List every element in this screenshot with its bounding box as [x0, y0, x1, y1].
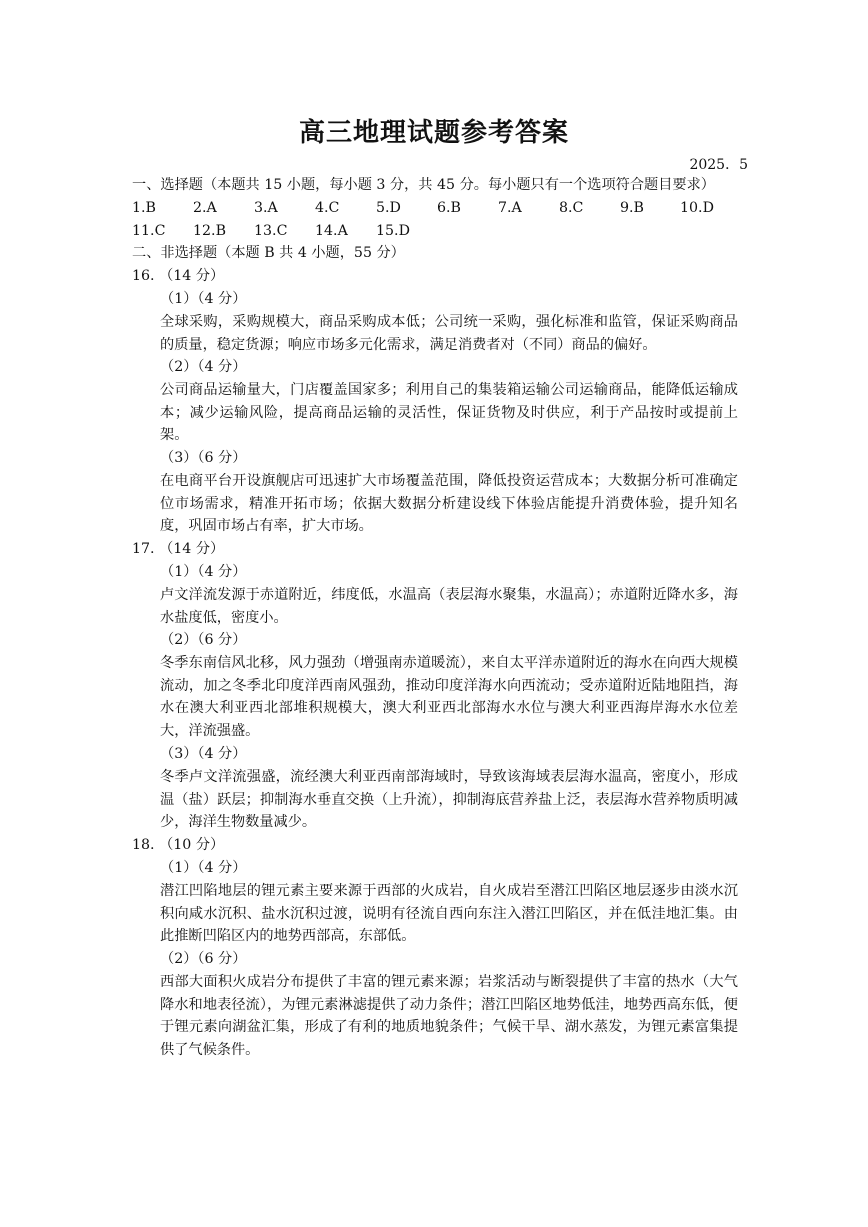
- answer-item: 10.D: [680, 200, 714, 216]
- q16-part3-answer: 在电商平台开设旗舰店可迅速扩大市场覆盖范围，降低投资运营成本；大数据分析可准确定位市场需求，精准开拓市场；依据大数据分析建设线下体验店能提升消费体验，提升知名度，巩固市场占有率，扩大市场。: [160, 473, 738, 535]
- question-16-label: 16. （14 分）: [132, 268, 225, 284]
- q17-part1-answer: 卢文洋流发源于赤道附近，纬度低，水温高（表层海水聚集，水温高）；赤道附近降水多，海水盐度低，密度小。: [160, 587, 738, 626]
- answer-item: 2.A: [193, 200, 217, 216]
- answer-item: 13.C: [254, 223, 288, 239]
- q18-part1-label: （1）（4 分）: [160, 860, 247, 876]
- answer-item: 6.B: [437, 200, 461, 216]
- answer-item: 9.B: [620, 200, 644, 216]
- q17-part3-label: （3）（4 分）: [160, 746, 247, 762]
- q18-part2-answer: 西部大面积火成岩分布提供了丰富的锂元素来源；岩浆活动与断裂提供了丰富的热水（大气降水和地表径流），为锂元素淋滤提供了动力条件；潜江凹陷区地势低洼，地势西高东低，便于锂元素向湖盆汇集，形成了有利的地质地貌条件；气候干旱、湖水蒸发，为锂元素富集提供了气候条件。: [160, 974, 738, 1058]
- q17-part2-label: （2）（6 分）: [160, 632, 247, 648]
- q18-part1-answer: 潜江凹陷地层的锂元素主要来源于西部的火成岩，自火成岩至潜江凹陷区地层逐步由淡水沉积向咸水沉积、盐水沉积过渡，说明有径流自西向东注入潜江凹陷区，并在低洼地汇集。由此推断凹陷区内的地势西部高，东部低。: [160, 883, 738, 945]
- answer-item: 7.A: [498, 200, 522, 216]
- question-18-label: 18. （10 分）: [132, 837, 225, 853]
- q17-part3-answer: 冬季卢文洋流强盛，流经澳大利亚西南部海域时，导致该海域表层海水温高，密度小，形成温（盐）跃层；抑制海水垂直交换（上升流），抑制海底营养盐上泛，表层海水营养物质明减少，海洋生物数量减少。: [160, 769, 738, 831]
- answer-item: 3.A: [254, 200, 278, 216]
- q18-part2-label: （2）（6 分）: [160, 951, 247, 967]
- document-date: 2025．5: [689, 157, 748, 173]
- q17-part2-answer: 冬季东南信风北移，风力强劲（增强南赤道暖流），来自太平洋赤道附近的海水在向西大规模流动，加之冬季北印度洋西南风强劲，推动印度洋海水向西流动；受赤道附近陆地阻挡，海水在澳大利亚西北部堆积规模大，澳大利亚西北部海水水位与澳大利亚西海岸海水水位差大，洋流强盛。: [160, 655, 738, 739]
- q16-part2-answer: 公司商品运输量大，门店覆盖国家多；利用自己的集装箱运输公司运输商品，能降低运输成本；减少运输风险，提高商品运输的灵活性，保证货物及时供应，利于产品按时或提前上架。: [160, 382, 738, 444]
- answer-item: 5.D: [376, 200, 401, 216]
- answer-item: 8.C: [559, 200, 584, 216]
- answer-item: 1.B: [132, 200, 156, 216]
- page-title: 高三地理试题参考答案: [298, 118, 569, 148]
- answer-item: 12.B: [193, 223, 226, 239]
- q16-part2-label: （2）（4 分）: [160, 359, 247, 375]
- answer-item: 14.A: [315, 223, 348, 239]
- answer-item: 15.D: [376, 223, 410, 239]
- answer-item: 4.C: [315, 200, 340, 216]
- q16-part1-label: （1）（4 分）: [160, 291, 247, 307]
- q17-part1-label: （1）（4 分）: [160, 564, 247, 580]
- question-17-label: 17. （14 分）: [132, 541, 225, 557]
- section-2-heading: 二、非选择题（本题 B 共 4 小题，55 分）: [132, 245, 405, 261]
- q16-part1-answer: 全球采购，采购规模大，商品采购成本低；公司统一采购，强化标准和监管，保证采购商品的质量，稳定货源；响应市场多元化需求，满足消费者对（不同）商品的偏好。: [160, 314, 738, 353]
- section-1-heading: 一、选择题（本题共 15 小题，每小题 3 分，共 45 分。每小题只有一个选项符合题目要求）: [132, 177, 715, 193]
- q16-part3-label: （3）（6 分）: [160, 450, 247, 466]
- answer-item: 11.C: [132, 223, 166, 239]
